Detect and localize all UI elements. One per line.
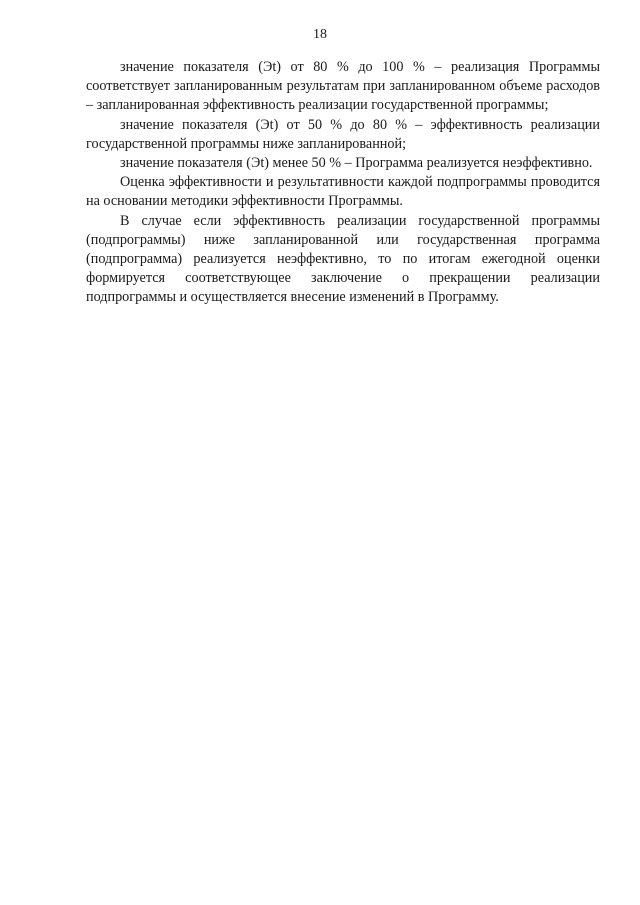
page-number: 18: [313, 27, 327, 42]
paragraph-ineffective-case: В случае если эффективность реализации государственной программы (подпрограммы) ниже запланированной или государственная программа (подпрограмма) реализуется неэффективно, то по итогам ежегодной оценки формируется соответствующее заключение о прекращении реализации подпрограммы и осуществляется внесение изменений в Программу.: [86, 212, 600, 306]
paragraph-efficiency-80-100: значение показателя (Эt) от 80 % до 100 % – реализация Программы соответствует запланированным результатам при запланированном объеме расходов – запланированная эффективность реализации государственной программы;: [86, 59, 600, 114]
paragraph-efficiency-below-50: значение показателя (Эt) менее 50 % – Программа реализуется неэффективно.: [120, 155, 593, 172]
document-body: [86, 58, 600, 308]
paragraph-subprogram-evaluation: Оценка эффективности и результативности каждой подпрограммы проводится на основании методики эффективности Программы.: [86, 174, 600, 210]
paragraph-efficiency-50-80: значение показателя (Эt) от 50 % до 80 % – эффективность реализации государственной программы ниже запланированной;: [86, 116, 600, 152]
